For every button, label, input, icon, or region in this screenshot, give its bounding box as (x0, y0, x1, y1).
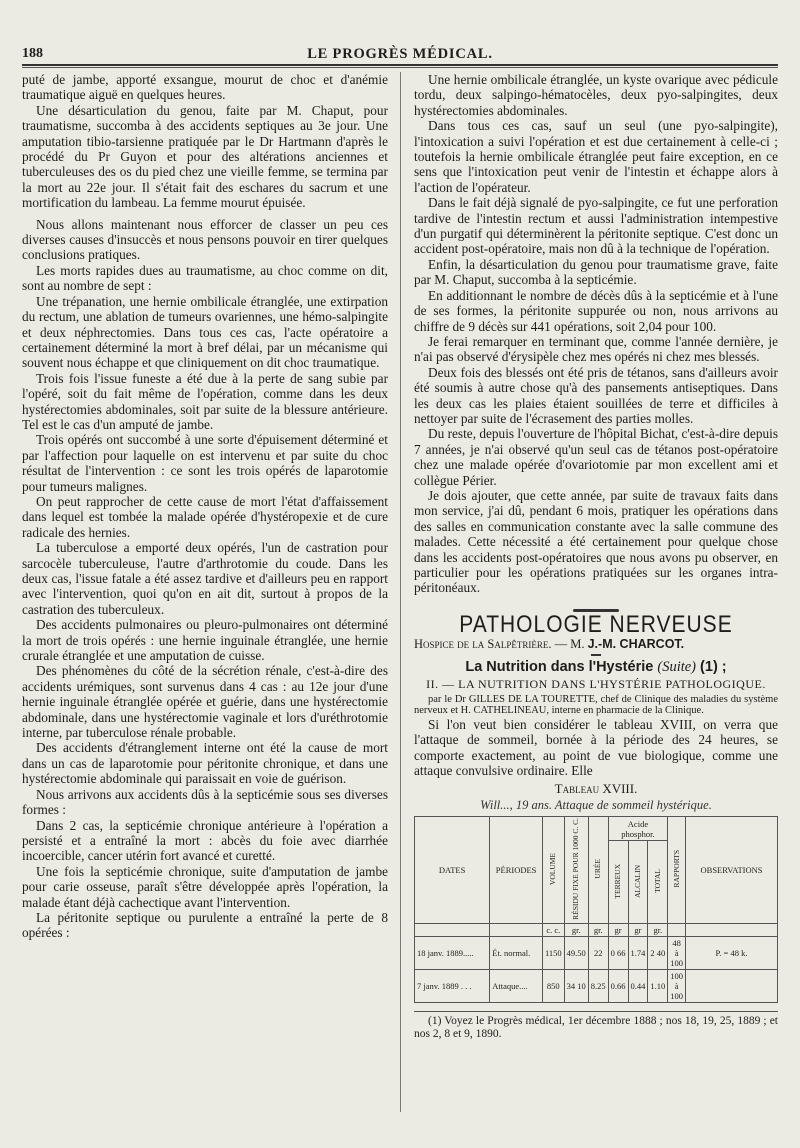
header-total: TOTAL (648, 841, 668, 924)
hospice-label: Hospice de la Salpêtrière. (414, 636, 552, 651)
header-dates: DATES (415, 817, 490, 924)
paragraph: Dans 2 cas, la septicémie chronique antérieure à l'opération a persisté et a entraîné la mort : abcès du foie avec diarrhée incoercible, cancer utérin fort avancé et curetté. (22, 817, 388, 864)
paragraph: Je dois ajouter, que cette année, par suite de travaux faits dans mon service, j'ai dû, pendant 6 mois, pratiquer les opérations dans des salles en communication constante avec la salle commune des malades. Cette nécessité a été certainement pour quelque chose dans les accidents post-opératoires que nous avons pu observer, en particulier pour les opérations pratiquées sur les organes intra-péritonéaux. (414, 487, 778, 596)
header-rapports: RAPPORTS (668, 817, 686, 924)
header-rule (22, 64, 778, 66)
paragraph: Des accidents d'étranglement interne ont été la cause de mort dans un cas de laparotomie pour péritonite chronique, et dans une hystérectomie abdominale qui paraissait en voie de guérison. (22, 740, 388, 787)
units-row: c. c. gr. gr. gr gr gr. (415, 924, 778, 937)
paragraph: En additionnant le nombre de décès dûs à la septicémie et à l'une de ses formes, la péritonite suppurée ou non, nous arrivons au chiffre de 9 décès sur 441 opérations, soit 2,04 pour 100. (414, 287, 778, 334)
paragraph: Une hernie ombilicale étranglée, un kyste ovarique avec pédicule tordu, deux salpingo-hématocèles, deux pyo-salpingites, deux hystérectomies abdominales. (414, 72, 778, 118)
right-column (414, 72, 778, 1041)
paragraph: Trois opérés ont succombé à une sorte d'épuisement déterminé et par l'affection pour laquelle on est intervenu et par suite du choc résultat de l'intervention : ce sont les trois opérés de laparotomie pour tumeurs malignes. (22, 432, 388, 494)
table-row: 18 janv. 1889..... Ét. normal. 1150 49.50 22 0 66 1.74 2 40 48 à 100 P. = 48 k. (415, 937, 778, 970)
authors-line: par le Dr GILLES DE LA TOURETTE, chef de Clinique des maladies du système nerveux et H. CATHELINEAU, interne en pharmacie de la Clinique. (414, 693, 778, 717)
header-acide-phosphor: Acide phosphor. (608, 817, 668, 841)
footnote-rule (414, 1011, 778, 1012)
lecture-suite: (Suite) (657, 659, 697, 676)
data-table (414, 816, 778, 1003)
header-residu: RÉSIDU FIXE POUR 1000 C. C. (564, 817, 588, 924)
column-divider (400, 72, 401, 1112)
hospice-line (414, 637, 778, 652)
paragraph: Du reste, depuis l'ouverture de l'hôpital Bichat, c'est-à-dire depuis 7 années, je n'ai observé qu'un seul cas de tétanos post-opératoire chez une malade opérée d'ovariotomie par mon excellent ami et collègue Périer. (414, 426, 778, 488)
paragraph: Nous arrivons aux accidents dûs à la septicémie sous ses diverses formes : (22, 786, 388, 818)
table-caption: Will..., 19 ans. Attaque de sommeil hystérique. (480, 797, 712, 812)
dash: — (554, 636, 568, 651)
small-rule (591, 654, 601, 656)
paragraph: Dans le fait déjà signalé de pyo-salpingite, ce fut une perforation tardive de l'intestin rectum et aussi l'administration intempestive d'un purgatif qui déterminèrent la péritonite septique. C'est donc un accident post-opératoire, mais non dû à la technique de l'opération. (414, 195, 778, 257)
header-observations: OBSERVATIONS (686, 817, 778, 924)
paragraph: Une fois la septicémie chronique, suite d'amputation de jambe pour carie osseuse, paraît s'être développée après l'opération, la malade étant déjà cachectique avant l'intervention. (22, 863, 388, 910)
header-uree: URÉE (588, 817, 608, 924)
header-volume: VOLUME (542, 817, 564, 924)
paragraph: On peut rapprocher de cette cause de mort l'état d'affaissement dans lequel est tombée la malade opérée d'hystéropexie et de cure radicale des hernies. (22, 493, 388, 540)
lecture-title-text: La Nutrition dans l'Hystérie (465, 659, 654, 676)
paragraph: Une désarticulation du genou, faite par M. Chaput, pour traumatisme, succomba à des accidents septiques au 3e jour. Une amputation tibio-tarsienne pratiquée par le Dr Hartmann d'après le procédé du Pr Guyon et pour des altérations anciennes et tuberculeuses des os du pied chez une vieille femme, se termina par la mort au 22e jour. Il s'était fait des eschares du sacrum et une mortification du lambeau. La femme mourut épuisée. (22, 102, 388, 211)
professor-name: J.-M. CHARCOT. (587, 636, 685, 651)
footnote: (1) Voyez le Progrès médical, 1er décembre 1888 ; nos 18, 19, 25, 1889 ; et nos 2, 8 et 9, 1890. (414, 1015, 778, 1041)
paragraph: Je ferai remarquer en terminant que, comme l'année dernière, je n'ai pas observé d'érysipèle chez mes opérés ni chez mes blessés. (414, 333, 778, 365)
header-rule-thin (22, 67, 778, 68)
table-title: Tableau XVIII. (554, 781, 638, 797)
paragraph: La péritonite septique ou purulente a entraîné la perte de 8 opérées : (22, 909, 388, 941)
journal-title: LE PROGRÈS MÉDICAL. (307, 46, 493, 62)
paragraph: Nous allons maintenant nous efforcer de classer un peu ces diverses causes d'insuccès et nous pensons pouvoir en tirer quelques conclusions pratiques. (22, 216, 388, 263)
left-column (22, 72, 388, 941)
paragraph: Des phénomènes du côté de la sécrétion rénale, c'est-à-dire des accidents urémiques, sont survenus dans 4 cas : au 12e jour d'une hernie inguinale étranglée opérée et guérie, dans une hystérectomie abdominale, dans une hystérectomie vaginale et lors d'uréthrotomie interne, par tuberculose rénale probable. (22, 663, 388, 741)
paragraph: Une trépanation, une hernie ombilicale étranglée, une extirpation du rectum, une ablation de tumeurs ovariennes, une hémo-salpingite et deux néphrectomies. Dans tous ces cas, l'acte opératoire a certainement déterminé la mort à bref délai, par un mécanisme qui souvent nous échappe et que cliniquement on dit choc traumatique. (22, 293, 388, 371)
paragraph: Si l'on veut bien considérer le tableau XVIII, on verra que l'attaque de sommeil, bornée à la période des 24 heures, se comporte exactement, au point de vue biologique, comme une attaque convulsive ordinaire. Elle (414, 716, 778, 779)
prof-prefix: M. (570, 636, 585, 651)
table-row: 7 janv. 1889 . . . Attaque.... 850 34 10 8.25 0.66 0.44 1.10 100 à 100 (415, 970, 778, 1003)
page-number: 188 (22, 46, 43, 61)
lecture-title (414, 660, 778, 675)
section-title: PATHOLOGIE NERVEUSE (459, 611, 733, 638)
paragraph: Deux fois des blessés ont été pris de tétanos, sans d'ailleurs avoir été soumis à autre chose qu'à des pansements antiseptiques. Dans les deux cas les plaies étaient souillées de terre et difficiles à nettoyer par suite de l'écrasement des parties molles. (414, 364, 778, 426)
paragraph: Trois fois l'issue funeste a été due à la perte de sang subie par l'opéré, soit du fait même de l'opération, comme dans les deux hystérectomies abdominales, soit par suite de la blessure antérieure. Tel est le cas d'un amputé de jambe. (22, 370, 388, 432)
page-header (22, 44, 778, 66)
header-periodes: PÉRIODES (490, 817, 543, 924)
paragraph: La tuberculose a emporté deux opérés, l'un de castration pour sarcocèle tuberculeuse, l'autre d'arthrotomie du coude. Dans les deux cas, l'issue fatale a été assez tardive et d'ailleurs peu en rapport avec l'intervention, quoi qu'on en ait dit, surtout à propos de la castration des tuberculeux. (22, 540, 388, 617)
lecture-subtitle: II. — LA NUTRITION DANS L'HYSTÉRIE PATHOLOGIQUE. (426, 677, 766, 692)
paragraph: Enfin, la désarticulation du genou pour traumatisme grave, faite par M. Chaput, succomba à la septicémie. (414, 256, 778, 288)
lecture-note: (1) ; (700, 659, 727, 676)
paragraph: puté de jambe, apporté exsangue, mourut de choc et d'anémie traumatique aiguë en quelques heures. (22, 72, 388, 103)
header-terreux: TERREUX (608, 841, 628, 924)
paragraph: Dans tous ces cas, sauf un seul (une pyo-salpingite), l'intoxication a suivi l'opération et est due certainement à celle-ci ; toutefois la hernie ombilicale étranglée peut faire exception, en ce sens que l'intoxication peut venir de l'intestin et échappe alors à l'action de l'opérateur. (414, 118, 778, 195)
header-alcalin: ALCALIN (628, 841, 648, 924)
paragraph: Des accidents pulmonaires ou pleuro-pulmonaires ont déterminé la mort de trois opérés : une hernie inguinale étranglée, une hernie crurale étranglée et une amputation de cuisse. (22, 617, 388, 664)
paragraph: Les morts rapides dues au traumatisme, au choc comme on dit, sont au nombre de sept : (22, 262, 388, 294)
